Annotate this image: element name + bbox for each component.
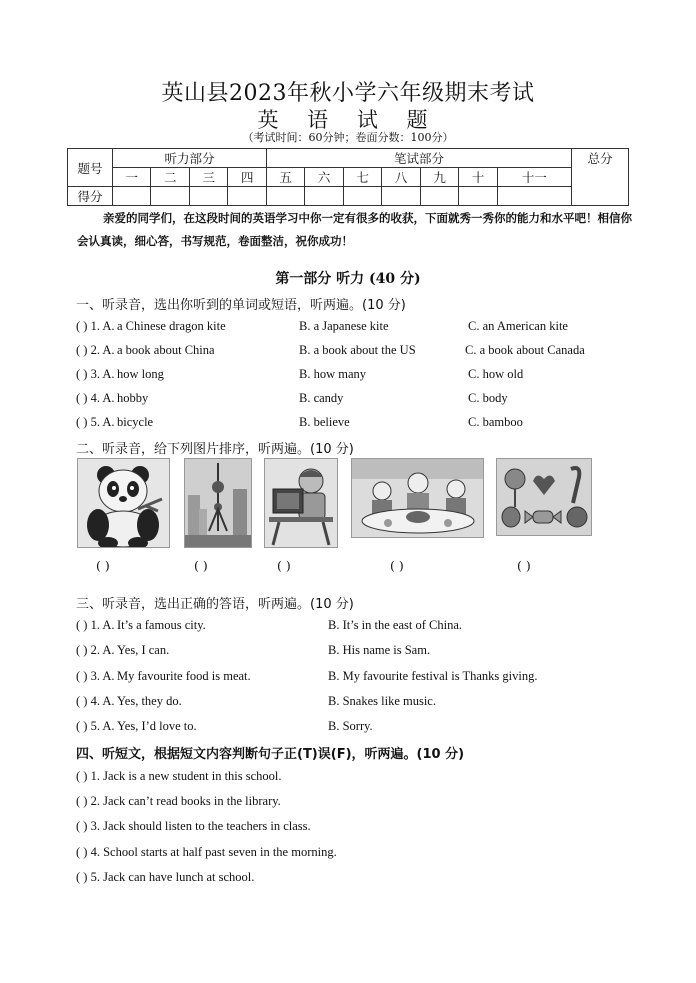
question-row xyxy=(76,367,636,387)
option-b: B. His name is Sam. xyxy=(328,643,431,657)
answer-blank[interactable]: ( ) 5. A. xyxy=(76,719,115,733)
question-row xyxy=(76,391,636,411)
computer-picture xyxy=(264,458,338,548)
intro-paragraph: 亲爱的同学们，在这段时间的英语学习中你一定有很多的收获，下面就秀一秀你的能力和水平吧！相信你会认真读，细心答，书写规范，卷面整洁，祝你成功！ xyxy=(77,211,632,248)
part-one-title: 第一部分 听力 (40 分) xyxy=(275,271,421,287)
section-number: 十一 xyxy=(497,168,571,187)
option-b: B. a book about the US xyxy=(299,343,416,357)
answer-blank[interactable]: ( ) 4. A. xyxy=(76,391,115,405)
score-table xyxy=(67,148,629,206)
judge-statement[interactable]: ( ) 5. Jack can have lunch at school. xyxy=(76,870,255,884)
panda-picture xyxy=(77,458,170,548)
option-c: C. how old xyxy=(468,367,524,381)
option-a: Yes, I can. xyxy=(117,643,170,657)
picture-order-blank[interactable]: ( ) xyxy=(96,558,110,573)
option-b: B. how many xyxy=(299,367,367,381)
answer-blank[interactable]: ( ) 2. A. xyxy=(76,343,115,357)
option-c: C. an American kite xyxy=(468,319,568,333)
option-c: C. bamboo xyxy=(468,415,523,429)
score-cell[interactable] xyxy=(151,187,189,206)
section-two-heading: 二、听录音，给下列图片排序，听两遍。(10 分) xyxy=(76,442,354,457)
section-number: 三 xyxy=(189,168,227,187)
row-label-score: 得分 xyxy=(68,187,113,206)
exam-subject: 英 语 试 题 xyxy=(257,108,439,132)
exam-title: 英山县2023年秋小学六年级期末考试 xyxy=(161,81,535,106)
score-cell[interactable] xyxy=(266,187,304,206)
answer-blank[interactable]: ( ) 5. A. xyxy=(76,415,115,429)
picture-order-blank[interactable]: ( ) xyxy=(517,558,531,573)
row-label-question-number: 题号 xyxy=(68,149,113,187)
section-three-heading: 三、听录音，选出正确的答语，听两遍。(10 分) xyxy=(76,597,354,612)
score-cell[interactable] xyxy=(497,187,571,206)
picture-order-blank[interactable]: ( ) xyxy=(194,558,208,573)
question-row xyxy=(76,643,636,663)
option-a: a Chinese dragon kite xyxy=(117,319,226,333)
writing-section-label: 笔试部分 xyxy=(266,149,571,168)
family-dinner-picture xyxy=(351,458,484,538)
question-row xyxy=(76,669,636,689)
judge-statement[interactable]: ( ) 2. Jack can’t read books in the library. xyxy=(76,794,281,808)
section-four-heading: 四、听短文，根据短文内容判断句子正(T)误(F)，听两遍。(10 分) xyxy=(76,747,465,762)
question-row xyxy=(76,343,636,363)
score-cell[interactable] xyxy=(420,187,458,206)
option-b: B. It’s in the east of China. xyxy=(328,618,463,632)
question-row xyxy=(76,694,636,714)
exam-info: （考试时间：60分钟；卷面分数：100分） xyxy=(242,131,454,144)
option-b: B. candy xyxy=(299,391,344,405)
answer-blank[interactable]: ( ) 2. A. xyxy=(76,643,115,657)
listening-section-label: 听力部分 xyxy=(113,149,267,168)
picture-order-blank[interactable]: ( ) xyxy=(277,558,291,573)
question-row xyxy=(76,319,636,339)
option-b: B. My favourite festival is Thanks giving. xyxy=(328,669,538,683)
option-a: bicycle xyxy=(117,415,154,429)
option-a: My favourite food is meat. xyxy=(117,669,251,683)
judge-question xyxy=(76,870,636,890)
judge-question xyxy=(76,819,636,839)
option-a: hobby xyxy=(117,391,149,405)
option-c: C. body xyxy=(468,391,508,405)
section-number: 十 xyxy=(459,168,497,187)
judge-statement[interactable]: ( ) 1. Jack is a new student in this school. xyxy=(76,769,282,783)
section-number: 四 xyxy=(228,168,266,187)
option-b: B. a Japanese kite xyxy=(299,319,389,333)
city-tower-picture xyxy=(184,458,252,548)
option-b: B. Sorry. xyxy=(328,719,373,733)
score-cell[interactable] xyxy=(343,187,381,206)
judge-question xyxy=(76,769,636,789)
option-a: Yes, I’d love to. xyxy=(117,719,197,733)
picture-order-blank[interactable]: ( ) xyxy=(390,558,404,573)
question-row xyxy=(76,618,636,638)
candy-picture xyxy=(496,458,592,536)
answer-blank[interactable]: ( ) 3. A. xyxy=(76,367,115,381)
judge-statement[interactable]: ( ) 4. School starts at half past seven in the morning. xyxy=(76,845,337,859)
option-b: B. believe xyxy=(299,415,350,429)
score-cell[interactable] xyxy=(459,187,497,206)
judge-question xyxy=(76,794,636,814)
option-a: a book about China xyxy=(117,343,215,357)
score-cell[interactable] xyxy=(228,187,266,206)
judge-question xyxy=(76,845,636,865)
option-b: B. Snakes like music. xyxy=(328,694,436,708)
score-cell[interactable] xyxy=(382,187,420,206)
option-a: It’s a famous city. xyxy=(117,618,206,632)
answer-blank[interactable]: ( ) 3. A. xyxy=(76,669,115,683)
answer-blank[interactable]: ( ) 4. A. xyxy=(76,694,115,708)
section-number: 八 xyxy=(382,168,420,187)
question-row xyxy=(76,719,636,739)
answer-blank[interactable]: ( ) 1. A. xyxy=(76,319,115,333)
section-number: 九 xyxy=(420,168,458,187)
section-number: 五 xyxy=(266,168,304,187)
section-number: 六 xyxy=(305,168,343,187)
score-cell[interactable] xyxy=(189,187,227,206)
section-number: 一 xyxy=(113,168,151,187)
score-cell[interactable] xyxy=(305,187,343,206)
judge-statement[interactable]: ( ) 3. Jack should listen to the teachers in class. xyxy=(76,819,311,833)
section-one-heading: 一、听录音，选出你听到的单词或短语，听两遍。(10 分) xyxy=(76,298,406,313)
option-a: how long xyxy=(117,367,164,381)
option-c: C. a book about Canada xyxy=(465,343,585,357)
score-cell[interactable] xyxy=(113,187,151,206)
section-number: 七 xyxy=(343,168,381,187)
total-score-label: 总分 xyxy=(572,149,629,206)
option-a: Yes, they do. xyxy=(117,694,182,708)
section-number: 二 xyxy=(151,168,189,187)
question-row xyxy=(76,415,636,435)
answer-blank[interactable]: ( ) 1. A. xyxy=(76,618,115,632)
